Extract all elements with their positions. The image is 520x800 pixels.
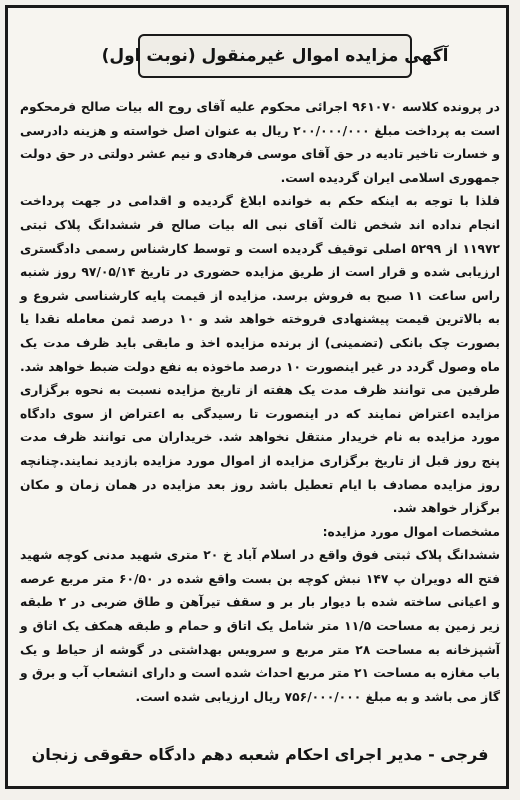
title-box bbox=[101, 34, 449, 78]
paragraph-auction-terms: فلذا با توجه به اینکه حکم به خوانده ابلاغ گردیده و اقدامی در جهت پرداخت انجام نداده اند شخص ثالث آقای نبی اله بیات صالح فر ششدانگ پلاک ثبتی ۱۱۹۷۲ از ۵۲۹۹ اصلی توقیف گردیده است و توسط کارشناس رسمی دادگستری ارزیابی شده و قرار است از طریق مزایده حضوری در تاریخ ۹۷/۰۵/۱۴ روز شنبه راس ساعت ۱۱ صبح به فروش برسد. مزایده از قیمت پایه کارشناسی شروع و به بالاترین قیمت پیشنهادی فروخته خواهد شد و ۱۰ درصد ثمن معامله نقدا یا بصورت چک بانکی (تضمینی) از برنده مزایده اخذ و مابقی باید ظرف مدت یک ماه وصول گردد در غیر اینصورت ۱۰ درصد ماخوذه به نفع دولت ضبط خواهد شد. طرفین می توانند ظرف مدت یک هفته از تاریخ مزایده نسبت به نحوه برگزاری مزایده اعتراض نمایند که در اینصورت تا رسیدگی به اعتراض از سوی دادگاه مورد مزایده به نام خریدار منتقل نخواهد شد. خریداران می توانند ظرف مدت پنج روز قبل از تاریخ برگزاری مزایده از اموال مورد مزایده بازدید نمایند.چنانچه روز مزایده مصادف با ایام تعطیل باشد روز بعد مزایده در همان زمان و مکان برگزار خواهد شد. bbox=[20, 194, 501, 516]
notice-frame bbox=[5, 5, 509, 789]
notice-title: آگهی مزایده اموال غیرمنقول (نوبت اول) bbox=[101, 46, 449, 66]
paragraph-property-details: ششدانگ پلاک ثبتی فوق واقع در اسلام آباد خ ۲۰ متری شهید مدنی کوچه شهید فتح اله دویران پ ۱۴۷ نبش کوچه بن بست واقع شده در ۶۰/۵۰ متر مربع عرصه و اعیانی ساخته شده با دیوار بار بر و سقف تیرآهن و طاق ضربی در ۲ طبقه زیر زمین به مساحت ۱۱/۵ متر شامل یک اتاق و حمام و طبقه همکف یک اتاق و آشپزخانه به مساحت ۲۸ متر مربع و سرویس بهداشتی در گوشه از حیاط و یک باب مغازه به مساحت ۲۱ متر مربع احداث شده است و دارای انشعاب آب و برق و گاز می باشد و به مبلغ ۷۵۶/۰۰۰/۰۰۰ ریال ارزیابی شده است. bbox=[20, 548, 501, 704]
notice-body bbox=[20, 96, 500, 709]
paragraph-property-heading: مشخصات اموال مورد مزایده: bbox=[322, 524, 500, 539]
paragraph-case-summary: در پرونده کلاسه ۹۶۱۰۷۰ اجرائی محکوم علیه آقای روح اله بیات صالح فرمحکوم است به پرداخت مبلغ ۲۰۰/۰۰۰/۰۰۰ ریال به عنوان اصل خواسته و هزینه دادرسی و خسارت تاخیر تادیه در حق آقای موسی فرهادی و نیم عشر دولتی در حق دولت جمهوری اسلامی ایران گردیده است. bbox=[20, 100, 500, 185]
signature-line: فرجی - مدیر اجرای احکام شعبه دهم دادگاه حقوقی زنجان bbox=[31, 745, 489, 764]
